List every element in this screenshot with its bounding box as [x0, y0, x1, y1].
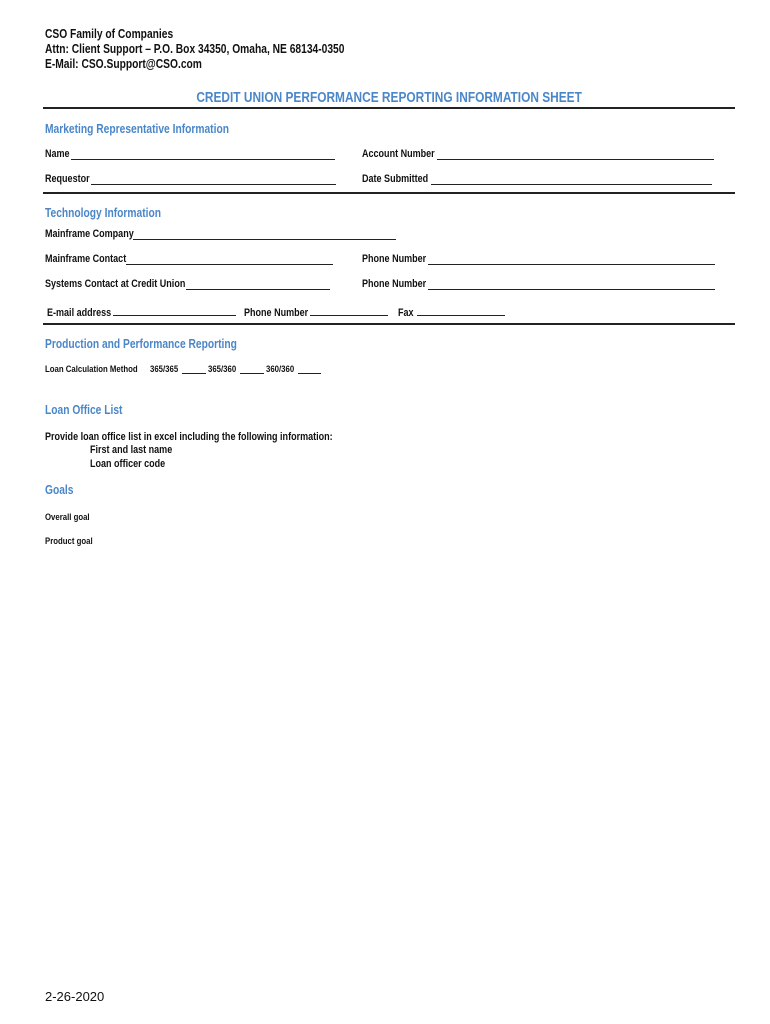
account-number-field[interactable]: [362, 148, 714, 160]
opt-360-360-blank[interactable]: [298, 364, 321, 374]
systems-phone-field[interactable]: [362, 278, 715, 290]
title-rule: [43, 107, 735, 109]
opt-360-360[interactable]: 360/360: [266, 364, 295, 375]
mainframe-phone-label: Phone Number: [362, 253, 427, 265]
contact-email: E-Mail: CSO.Support@CSO.com: [45, 57, 202, 71]
production-heading: Production and Performance Reporting: [45, 337, 237, 351]
loan-office-heading: Loan Office List: [45, 403, 123, 417]
revision-date: 2-26-2020: [45, 989, 105, 1004]
attn-address: Attn: Client Support – P.O. Box 34350, Omaha, NE 68134-0350: [45, 42, 345, 56]
systems-contact-label: Systems Contact at Credit Union: [45, 278, 186, 290]
phone3-group: [244, 303, 388, 321]
technology-rule: [43, 323, 735, 325]
opt-365-360[interactable]: 365/360: [208, 364, 237, 375]
company-name: CSO Family of Companies: [45, 27, 174, 41]
loan-calc-label: Loan Calculation Method: [45, 364, 138, 375]
name-label: Name: [45, 148, 70, 160]
mainframe-phone-field[interactable]: [362, 253, 715, 265]
email-label: E-mail address: [47, 307, 112, 319]
account-number-label: Account Number: [362, 148, 435, 160]
mainframe-company-label: Mainframe Company: [45, 228, 134, 240]
page-title: CREDIT UNION PERFORMANCE REPORTING INFORMATION SHEET: [196, 90, 582, 106]
requestor-label: Requestor: [45, 173, 90, 185]
marketing-heading: Marketing Representative Information: [45, 122, 229, 136]
email-phone-fax-row: [47, 303, 236, 321]
opt-365-365-blank[interactable]: [182, 364, 206, 374]
overall-goal-label: Overall goal: [45, 512, 90, 523]
phone3-label: Phone Number: [244, 307, 309, 319]
fax-label: Fax: [398, 307, 414, 319]
technology-heading: Technology Information: [45, 206, 161, 220]
mainframe-company-field[interactable]: [45, 228, 396, 240]
fax-group: [398, 303, 505, 321]
loan-office-item-name: First and last name: [90, 444, 173, 456]
systems-contact-field[interactable]: [45, 278, 330, 290]
name-field[interactable]: [45, 148, 335, 160]
phone3-input[interactable]: [310, 306, 388, 316]
loan-office-instruction: Provide loan office list in excel including the following information:: [45, 431, 333, 443]
opt-365-360-blank[interactable]: [240, 364, 264, 374]
mainframe-contact-label: Mainframe Contact: [45, 253, 127, 265]
mainframe-contact-field[interactable]: [45, 253, 333, 265]
loan-calc-row: [45, 364, 295, 375]
requestor-field[interactable]: [45, 173, 336, 185]
date-submitted-label: Date Submitted: [362, 173, 429, 185]
loan-office-item-code: Loan officer code: [90, 458, 166, 470]
opt-365-365[interactable]: 365/365: [150, 364, 179, 375]
date-submitted-field[interactable]: [362, 173, 712, 185]
goals-heading: Goals: [45, 483, 74, 497]
product-goal-label: Product goal: [45, 536, 93, 547]
fax-input[interactable]: [417, 306, 505, 316]
systems-phone-label: Phone Number: [362, 278, 427, 290]
email-input[interactable]: [113, 306, 236, 316]
marketing-rule: [43, 192, 735, 194]
